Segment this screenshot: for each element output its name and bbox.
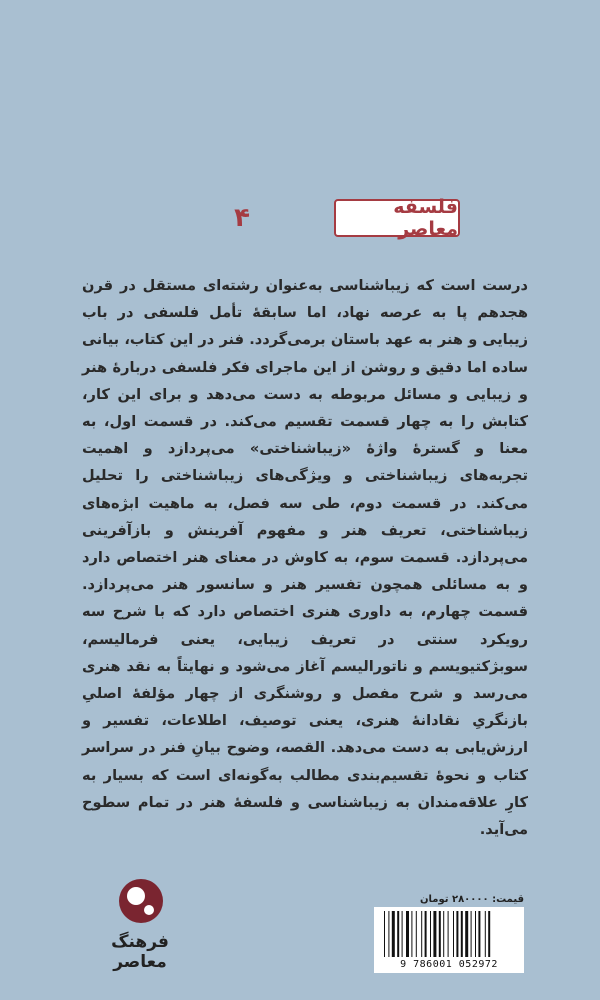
series-title: فلسفه معاصر	[393, 196, 458, 240]
barcode-bar	[384, 911, 385, 957]
barcode-bar	[478, 911, 480, 957]
barcode-bar	[411, 911, 412, 957]
barcode-bar	[465, 911, 468, 957]
barcode-bar	[388, 911, 389, 957]
barcode-bar	[421, 911, 422, 957]
barcode-bar	[448, 911, 449, 957]
barcode	[374, 907, 524, 973]
barcode-bar	[453, 911, 454, 957]
barcode-bar	[443, 911, 444, 957]
series-label	[334, 196, 460, 240]
barcode-bar	[430, 911, 431, 957]
barcode-bar	[485, 911, 486, 957]
barcode-bar	[402, 911, 403, 957]
series-number: ۴	[234, 203, 250, 233]
price-label: قیمت: ۲۸۰۰۰۰ تومان	[419, 894, 524, 905]
barcode-bar	[397, 911, 399, 957]
barcode-bar	[461, 911, 463, 957]
isbn-number: 9 786001 052972	[400, 959, 498, 970]
barcode-bar	[425, 911, 427, 957]
barcode-bar	[471, 911, 472, 957]
barcode-bars	[384, 911, 514, 957]
barcode-bar	[439, 911, 441, 957]
barcode-bar	[475, 911, 476, 957]
back-cover-blurb: درست است که زیباشناسی به‌عنوان رشته‌ای مستقل در قرن هجدهم پا به عرصه نهاد، اما سابقهٔ تأمل فلسفی در باب زیبایی و هنر به عهد باستان برمی‌گردد. فنر در این کتاب، بیانی ساده اما دقیق و روشن از این ماجرای فکر فلسفی دربارهٔ هنر و زیبایی و مسائل مربوطه به دست می‌دهد و برای این کار، کتابش را به چهار قسمت تقسیم می‌کند. در قسمت اول، به معنا و گسترهٔ واژهٔ «زیباشناختی» می‌پردازد و اهمیت تجربه‌های زیباشناختی و ویژگی‌های زیباشناختی را تحلیل می‌کند. در قسمت دوم، طی سه فصل، به ماهیت ابژه‌های زیباشناختی، تعریف هنر و مفهوم آفرینش و بازآفرینی می‌پردازد. قسمت سوم، به کاوش در معنای هنر اختصاص دارد و به مسائلی همچون تفسیر هنر و سانسور هنر می‌پردازد. قسمت چهارم، به داوری هنری اختصاص دارد که با شرح سه رویکرد سنتی در تعریف زیبایی، یعنی فرمالیسم، سوبژکتیویسم و ناتورالیسم آغاز می‌شود و نهایتاً به نقد هنری می‌رسد و شرح مفصل و روشنگری از چهار مؤلفهٔ اصلیِ بازنگریِ نقادانهٔ هنری، یعنی توصیف، اطلاعات، تفسیر و ارزش‌یابی به دست می‌دهد. القصه، وضوح بیانِ فنر در سراسر کتاب و نحوهٔ تقسیم‌بندی مطالب به‌گونه‌ای است که بسیار به کارِ علاقه‌مندان به زیباشناسی و فلسفهٔ هنر در تمام سطوح می‌آید.	[82, 277, 528, 839]
barcode-bar	[406, 911, 409, 957]
publisher-logo-icon	[116, 876, 166, 926]
publisher-name: فرهنگ معاصر	[111, 932, 169, 972]
barcode-bar	[416, 911, 417, 957]
barcode-bar	[392, 911, 395, 957]
barcode-bar	[488, 911, 490, 957]
barcode-bar	[433, 911, 436, 957]
barcode-bar	[456, 911, 458, 957]
